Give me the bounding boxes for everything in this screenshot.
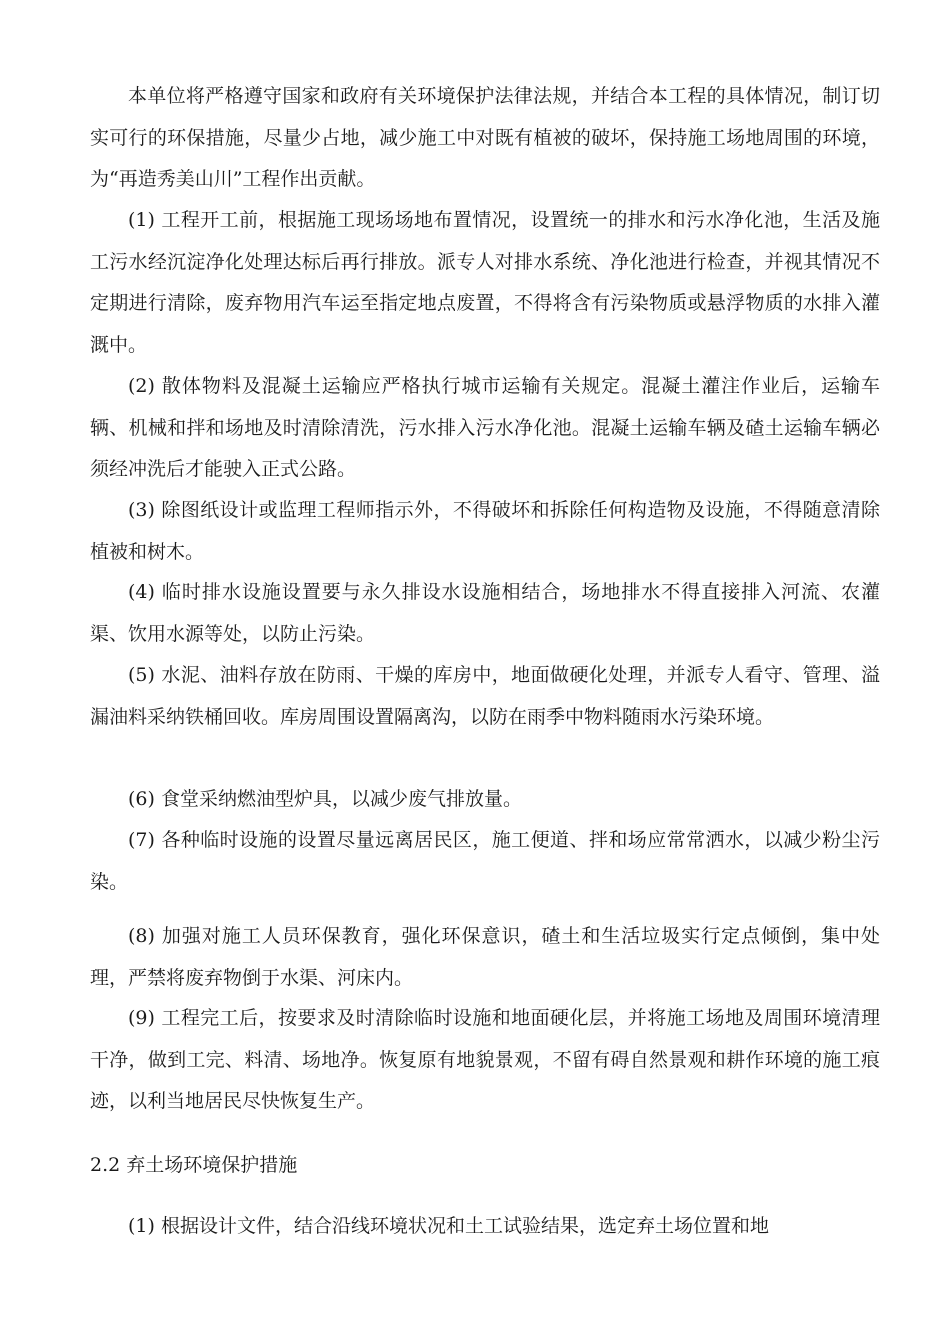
intro-paragraph: 本单位将严格遵守国家和政府有关环境保护法律法规，并结合本工程的具体情况，制订切实可行的环保措施，尽量少占地，减少施工中对既有植被的破坏，保持施工场地周围的环境，为“再造秀美山川”工程作出贡献。 [90,85,880,190]
measure-item-6: (6) 食堂采纳燃油型炉具，以减少废气排放量。 [128,788,522,810]
measure-item-5: (5) 水泥、油料存放在防雨、干燥的库房中，地面做硬化处理，并派专人看守、管理、溢漏油料采纳铁桶回收。库房周围设置隔离沟，以防在雨季中物料随雨水污染环境。 [90,664,880,728]
spoil-site-item-1: (1) 根据设计文件，结合沿线环境状况和土工试验结果，选定弃土场位置和地 [128,1215,769,1237]
section-heading: 2.2 弃土场环境保护措施 [90,1154,298,1176]
measure-item-4: (4) 临时排水设施设置要与永久排设水设施相结合，场地排水不得直接排入河流、农灌渠、饮用水源等处，以防止污染。 [90,581,880,645]
measure-item-9: (9) 工程完工后，按要求及时清除临时设施和地面硬化层，并将施工场地及周围环境清理干净，做到工完、料清、场地净。恢复原有地貌景观，不留有碍自然景观和耕作环境的施工痕迹，以利当地居民尽快恢复生产。 [90,1007,880,1112]
measure-item-3: (3) 除图纸设计或监理工程师指示外，不得破坏和拆除任何构造物及设施，不得随意清除植被和树木。 [90,499,880,563]
measure-item-1: (1) 工程开工前，根据施工现场场地布置情况，设置统一的排水和污水净化池，生活及施工污水经沉淀净化处理达标后再行排放。派专人对排水系统、净化池进行检查，并视其情况不定期进行清除，废弃物用汽车运至指定地点废置，不得将含有污染物质或悬浮物质的水排入灌溉中。 [90,209,880,356]
measure-item-7: (7) 各种临时设施的设置尽量远离居民区，施工便道、拌和场应常常洒水，以减少粉尘污染。 [90,829,880,893]
measure-item-8: (8) 加强对施工人员环保教育，强化环保意识，碴土和生活垃圾实行定点倾倒，集中处理，严禁将废弃物倒于水渠、河床内。 [90,925,880,989]
measure-item-2: (2) 散体物料及混凝土运输应严格执行城市运输有关规定。混凝土灌注作业后，运输车辆、机械和拌和场地及时清除清洗，污水排入污水净化池。混凝土运输车辆及碴土运输车辆必须经冲洗后才能驶入正式公路。 [90,375,880,480]
